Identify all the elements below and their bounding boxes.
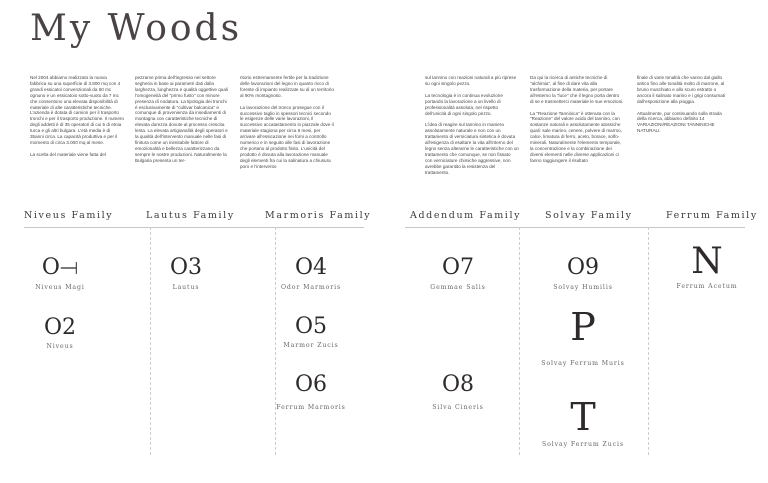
paragraph: La "Reazione Tanninica" è ottenuta con la "Reazione" del valore acido del tannino, con sostanze naturali e assolutamente atossiche quali: sale marino, cenere, polvere di marmo, calce, limatura di ferro, aceto, borace, solfo-minerali. Naturalmente l'elemento temporale, la concentrazione e la combinazione dei diversi elementi nelle diverse applicazioni ci fanno raggiungere il risultato [530,110,622,163]
column-separator [275,227,276,455]
logo-solvay-humilis: O9 [566,255,600,280]
text-column-5 [530,75,624,170]
logo-ferrum-acetum: N [691,241,723,282]
family-title-niveus: Niveus Family [24,210,114,221]
variant-label: Lautus [172,284,200,291]
column-separator [648,227,649,455]
logo-marmor-zucis: O5 [294,314,328,339]
family-title-addendum: Addendum Family [410,210,522,221]
paragraph: L'idea di reagire sul tannino in maniera assolutamente naturale e non con un trattamento di verniciatura sintetica è dovuta all'esigenza di esaltare la vita all'interno del legno senza alterarne le caratteristiche con un trattamento che comunque, se non fissato con verniciature chimiche aggressive, non avrebbe garantito la resistenza del trattamento. [425,122,519,175]
paragraph: ritorio estremamente fertile per la tradizione delle lavorazioni del legno in quanto ricco di foreste di impianto realizzate su di un territorio al 90% montagnoso. [240,75,334,98]
variant-label: Niveus [46,343,74,350]
paragraph: Nel 2004 abbiamo realizzato la nuova fabbrica su una superficie di 3.800 mq con 4 grandi essicatoi convenzionali da 60 mc ognuno e un essicatoio sotto-vuoto da 7 mc che consentono una elevata disponibilità di materiale di alte caratteristiche tecniche. L'azienda è dotata di camion per il trasporto tronchi e per il trasporto produzione. Il numero degli addetti è di 35 operatori di cui 5 di etnia turca e gli altri bulgara. L'età media è di 35anni circa. La capacità produttiva e per il momento di circa 3.000 mq al mese. [30,75,124,145]
variant-label: Solvay Humilis [553,284,613,291]
divider-right [405,227,745,228]
divider-left [24,227,364,228]
logo-odor-marmoris: O4 [294,255,328,280]
variant-label: Odor Marmoris [280,284,342,291]
variant-label: Solvay Ferrum Muris [541,360,625,367]
variant-label: Solvay Ferrum Zucis [542,441,624,448]
paragraph: La tecnologia è in continua evoluzione portando la lavorazione a un livello di professionalità assoluta, nel rispetto dell'unicità di ogni singolo pezzo. [425,92,503,116]
paragraph: Attualmente, pur continuando sulla strada della ricerca, abbiamo definito 14 VARIAZIONI/REAZIONI TANNINICHE NATURALI. [637,110,722,134]
family-title-lautus: Lautus Family [146,210,235,221]
logo-ferrum-marmoris: O6 [294,372,328,397]
page-title: My Woods [30,8,243,49]
family-title-marmoris: Marmoris Family [265,210,372,221]
variant-label: Niveus Magi [35,284,85,291]
variant-label: Ferrum Marmoris [276,404,346,411]
variant-label: Gemmae Salis [430,284,486,291]
variant-label: Silva Cineris [432,404,484,411]
logo-gemmae-salis: O7 [441,255,475,280]
family-title-solvay: Solvay Family [545,210,633,221]
logo-lautus: O3 [169,255,203,280]
text-column-3 [240,75,334,176]
paragraph: sul tannino con reazioni naturali a più riprese su ogni singolo pezzo. [425,75,517,86]
column-separator [150,227,151,455]
text-column-1 [30,75,124,164]
paragraph: pezzame prima dell'ingresso nel settore segheria in base ai parametri dati dalla larghezza, lunghezza e qualità oggettive quali l'omogeneità del "primo fusto" con minore presenza di nodatura. La tipologia dei tronchi è esclusivamente di "cultivar balcanica" e comunque di provenienza da insediamenti di montagna con caratteristiche tecniche di elevata durezza dovute al processo crescita lenta. La elevata artigianalità degli operatori e la qualità dell'intervento manuale nelle fasi di finitura come un inimitabile fattore di emozionalità e bellezza caratterizzano da sempre le nostre produzioni. Naturalmente la Bulgaria presenta un ter- [135,75,228,163]
text-column-2 [135,75,229,170]
logo-solvay-ferrum-zucis: T [570,395,596,439]
column-separator [519,227,520,455]
variant-label: Ferrum Acetum [676,283,738,290]
logo-silva-cineris: O8 [441,372,475,397]
family-title-ferrum: Ferrum Family [666,210,758,221]
variant-label: Marmor Zucis [283,342,339,349]
text-column-6 [637,75,731,140]
paragraph: La lavorazione del tronco prosegue con il successivo taglio in spessori tecnici secondo le esigenze delle varie lavorazioni, il successivo accatastamento in piazzale dove il materiale stagiona per circa 6 mesi, per arrivare all'essicazione nei forni a controllo numerico e in seguito alle fasi di lavorazione che portano al prodotto finito. L'unicità del prodotto è dovuta alla lavorazione manuale degli elementi fra cui la salinatura a chiusura poro e l'intervento [240,104,334,169]
logo-niveus: O2 [43,315,77,340]
paragraph: Da qui la ricerca di antiche tecniche di "alchimia", al fine di dare vita alla trasformazione della materia, per portare all'esterno la "luce" che il legno porta dentro di se e trasmetterci materiale le sue emozioni. [530,75,624,104]
paragraph: finale di varie tonalità che vanno dal giallo antico fino alle tonalità molto di marrone, al bruno muschiato e allo scuro estratto o ancora il salinato marino e i grigi consumati dall'esposizione alla pioggia. [637,75,726,104]
logo-niveus-magi: O⟞ [41,255,79,280]
logo-solvay-ferrum-muris: P [570,305,596,349]
paragraph: La scelta del materiale viene fatta del [30,151,106,157]
text-column-4 [425,75,519,182]
